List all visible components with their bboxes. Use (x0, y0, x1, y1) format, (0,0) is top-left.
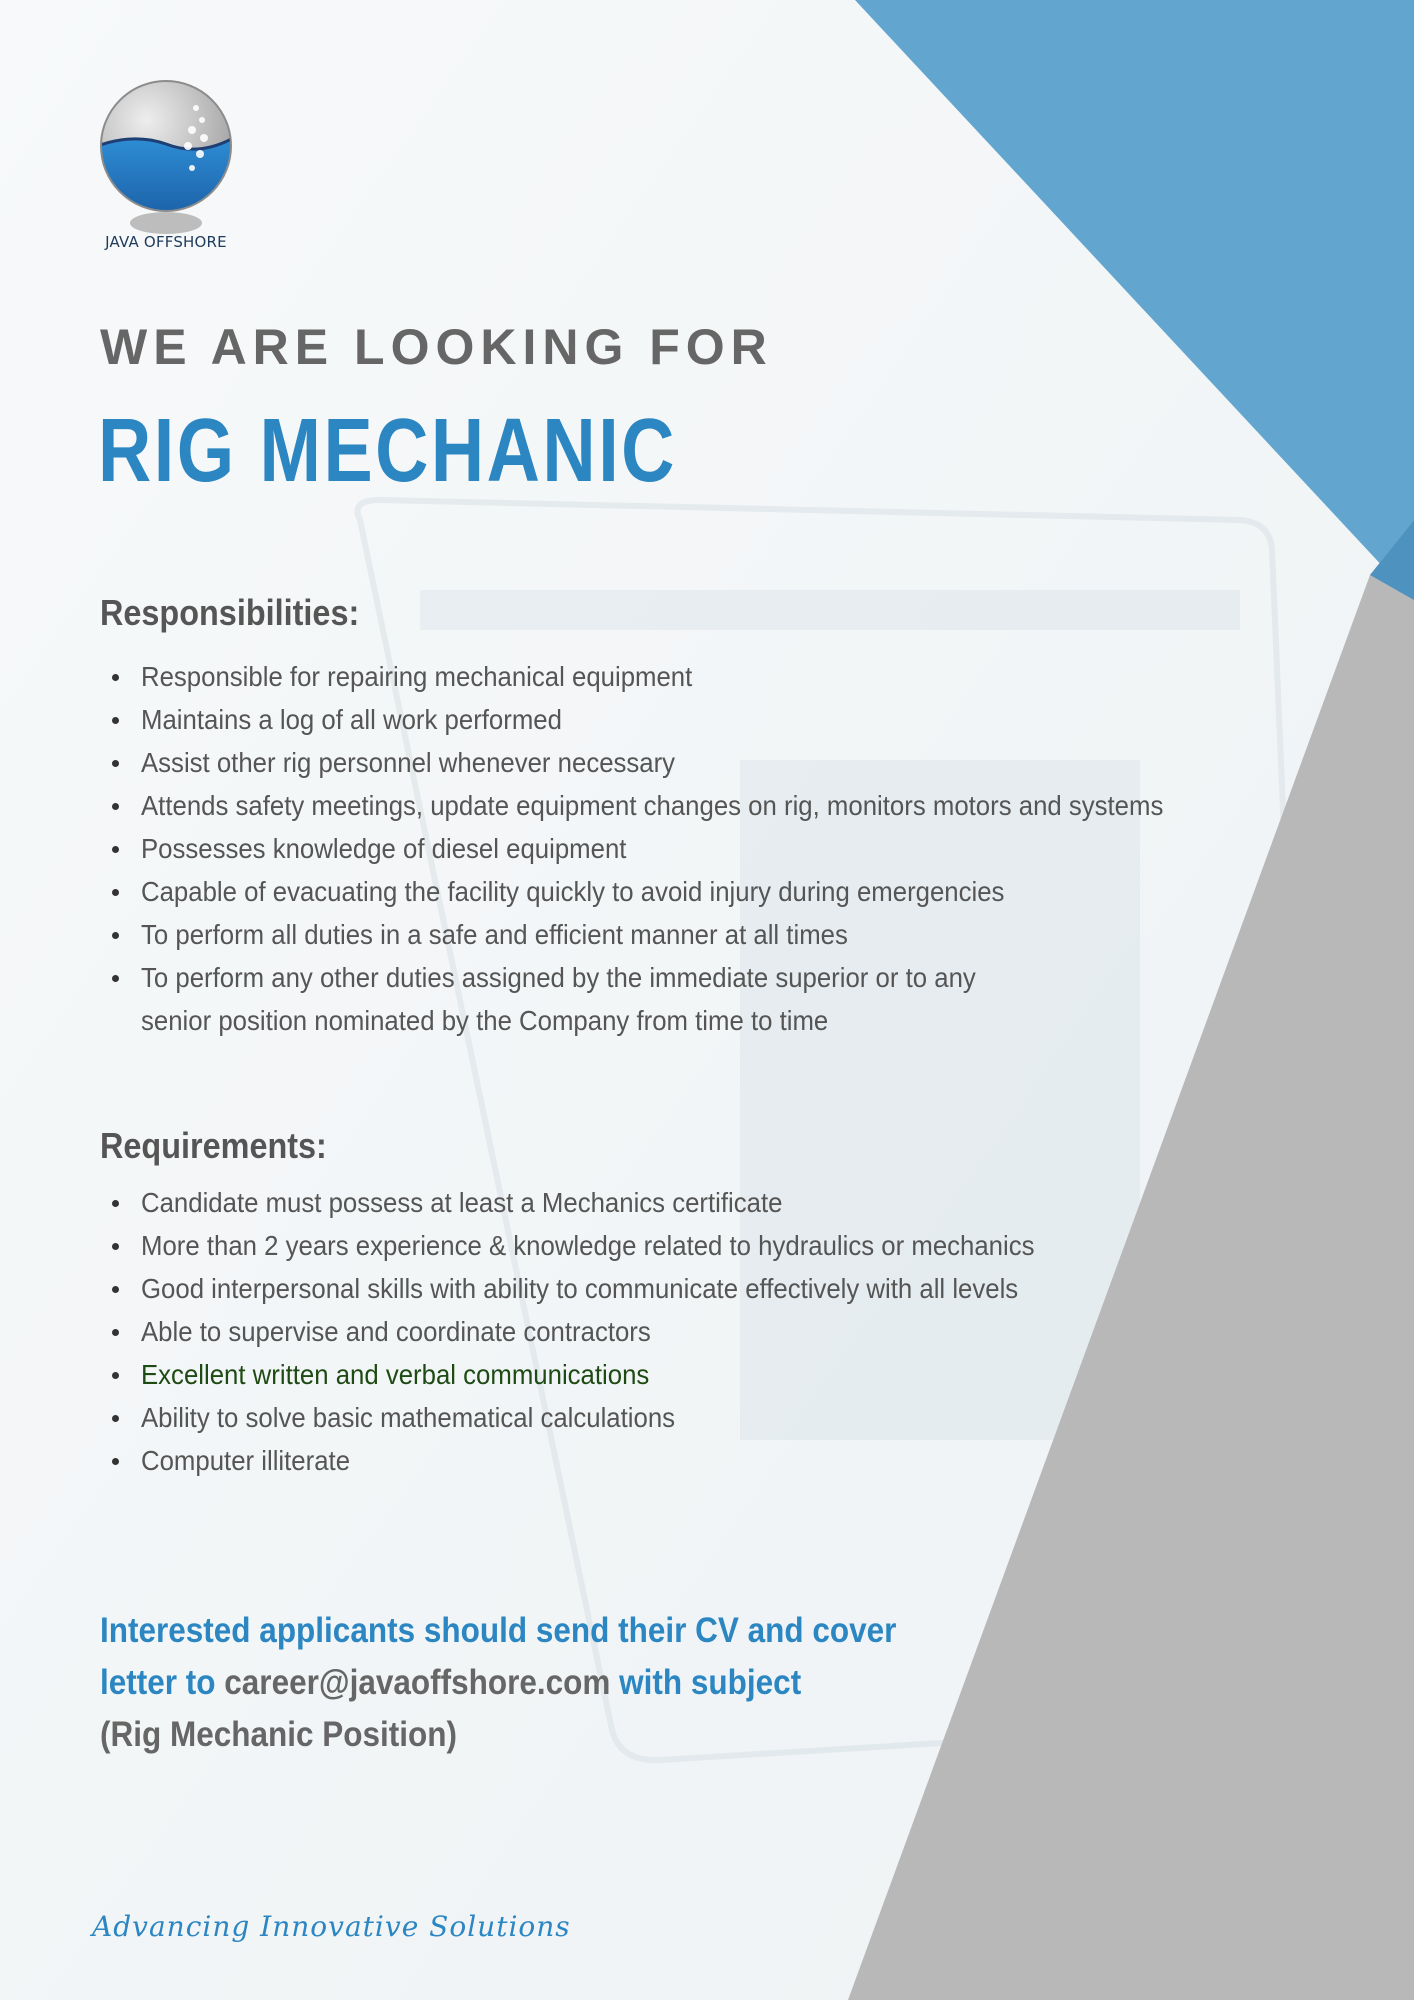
list-item: Assist other rig personnel whenever necessary (100, 741, 1280, 784)
list-item: Responsible for repairing mechanical equipment (100, 655, 1280, 698)
list-item: Possesses knowledge of diesel equipment (100, 827, 1280, 870)
list-item: Able to supervise and coordinate contractors (100, 1310, 1280, 1353)
headline-kicker: WE ARE LOOKING FOR (100, 319, 773, 375)
list-item: Maintains a log of all work performed (100, 698, 1280, 741)
list-item: Attends safety meetings, update equipment changes on rig, monitors motors and systems (100, 784, 1280, 827)
list-item: Good interpersonal skills with ability to communicate effectively with all levels (100, 1267, 1280, 1310)
responsibilities-list (100, 655, 1280, 1042)
company-logo-text: JAVA OFFSHORE (105, 233, 227, 251)
requirements-heading: Requirements: (100, 1125, 327, 1166)
instructions-line-2: letter to career@javaoffshore.com with subject (100, 1663, 802, 1702)
list-item: Computer illiterate (100, 1439, 1280, 1482)
list-item: Excellent written and verbal communications (100, 1353, 1280, 1396)
contact-email-link[interactable]: career@javaoffshore.com (224, 1663, 611, 1702)
company-tagline: Advancing Innovative Solutions (92, 1910, 571, 1943)
company-logo (92, 80, 240, 255)
requirements-list (100, 1181, 1280, 1482)
list-item: Candidate must possess at least a Mechanics certificate (100, 1181, 1280, 1224)
instructions-line-1: Interested applicants should send their CV and cover (100, 1611, 897, 1650)
list-item: To perform all duties in a safe and efficient manner at all times (100, 913, 1280, 956)
list-item: More than 2 years experience & knowledge related to hydraulics or mechanics (100, 1224, 1280, 1267)
list-item: To perform any other duties assigned by the immediate superior or to any senior position nominated by the Company from time to time (100, 956, 1101, 1042)
job-title: RIG MECHANIC (98, 401, 677, 501)
email-subject: (Rig Mechanic Position) (100, 1715, 458, 1754)
list-item: Capable of evacuating the facility quickly to avoid injury during emergencies (100, 870, 1280, 913)
responsibilities-heading: Responsibilities: (100, 592, 360, 633)
list-item: Ability to solve basic mathematical calculations (100, 1396, 1280, 1439)
application-instructions (100, 1605, 1000, 1761)
